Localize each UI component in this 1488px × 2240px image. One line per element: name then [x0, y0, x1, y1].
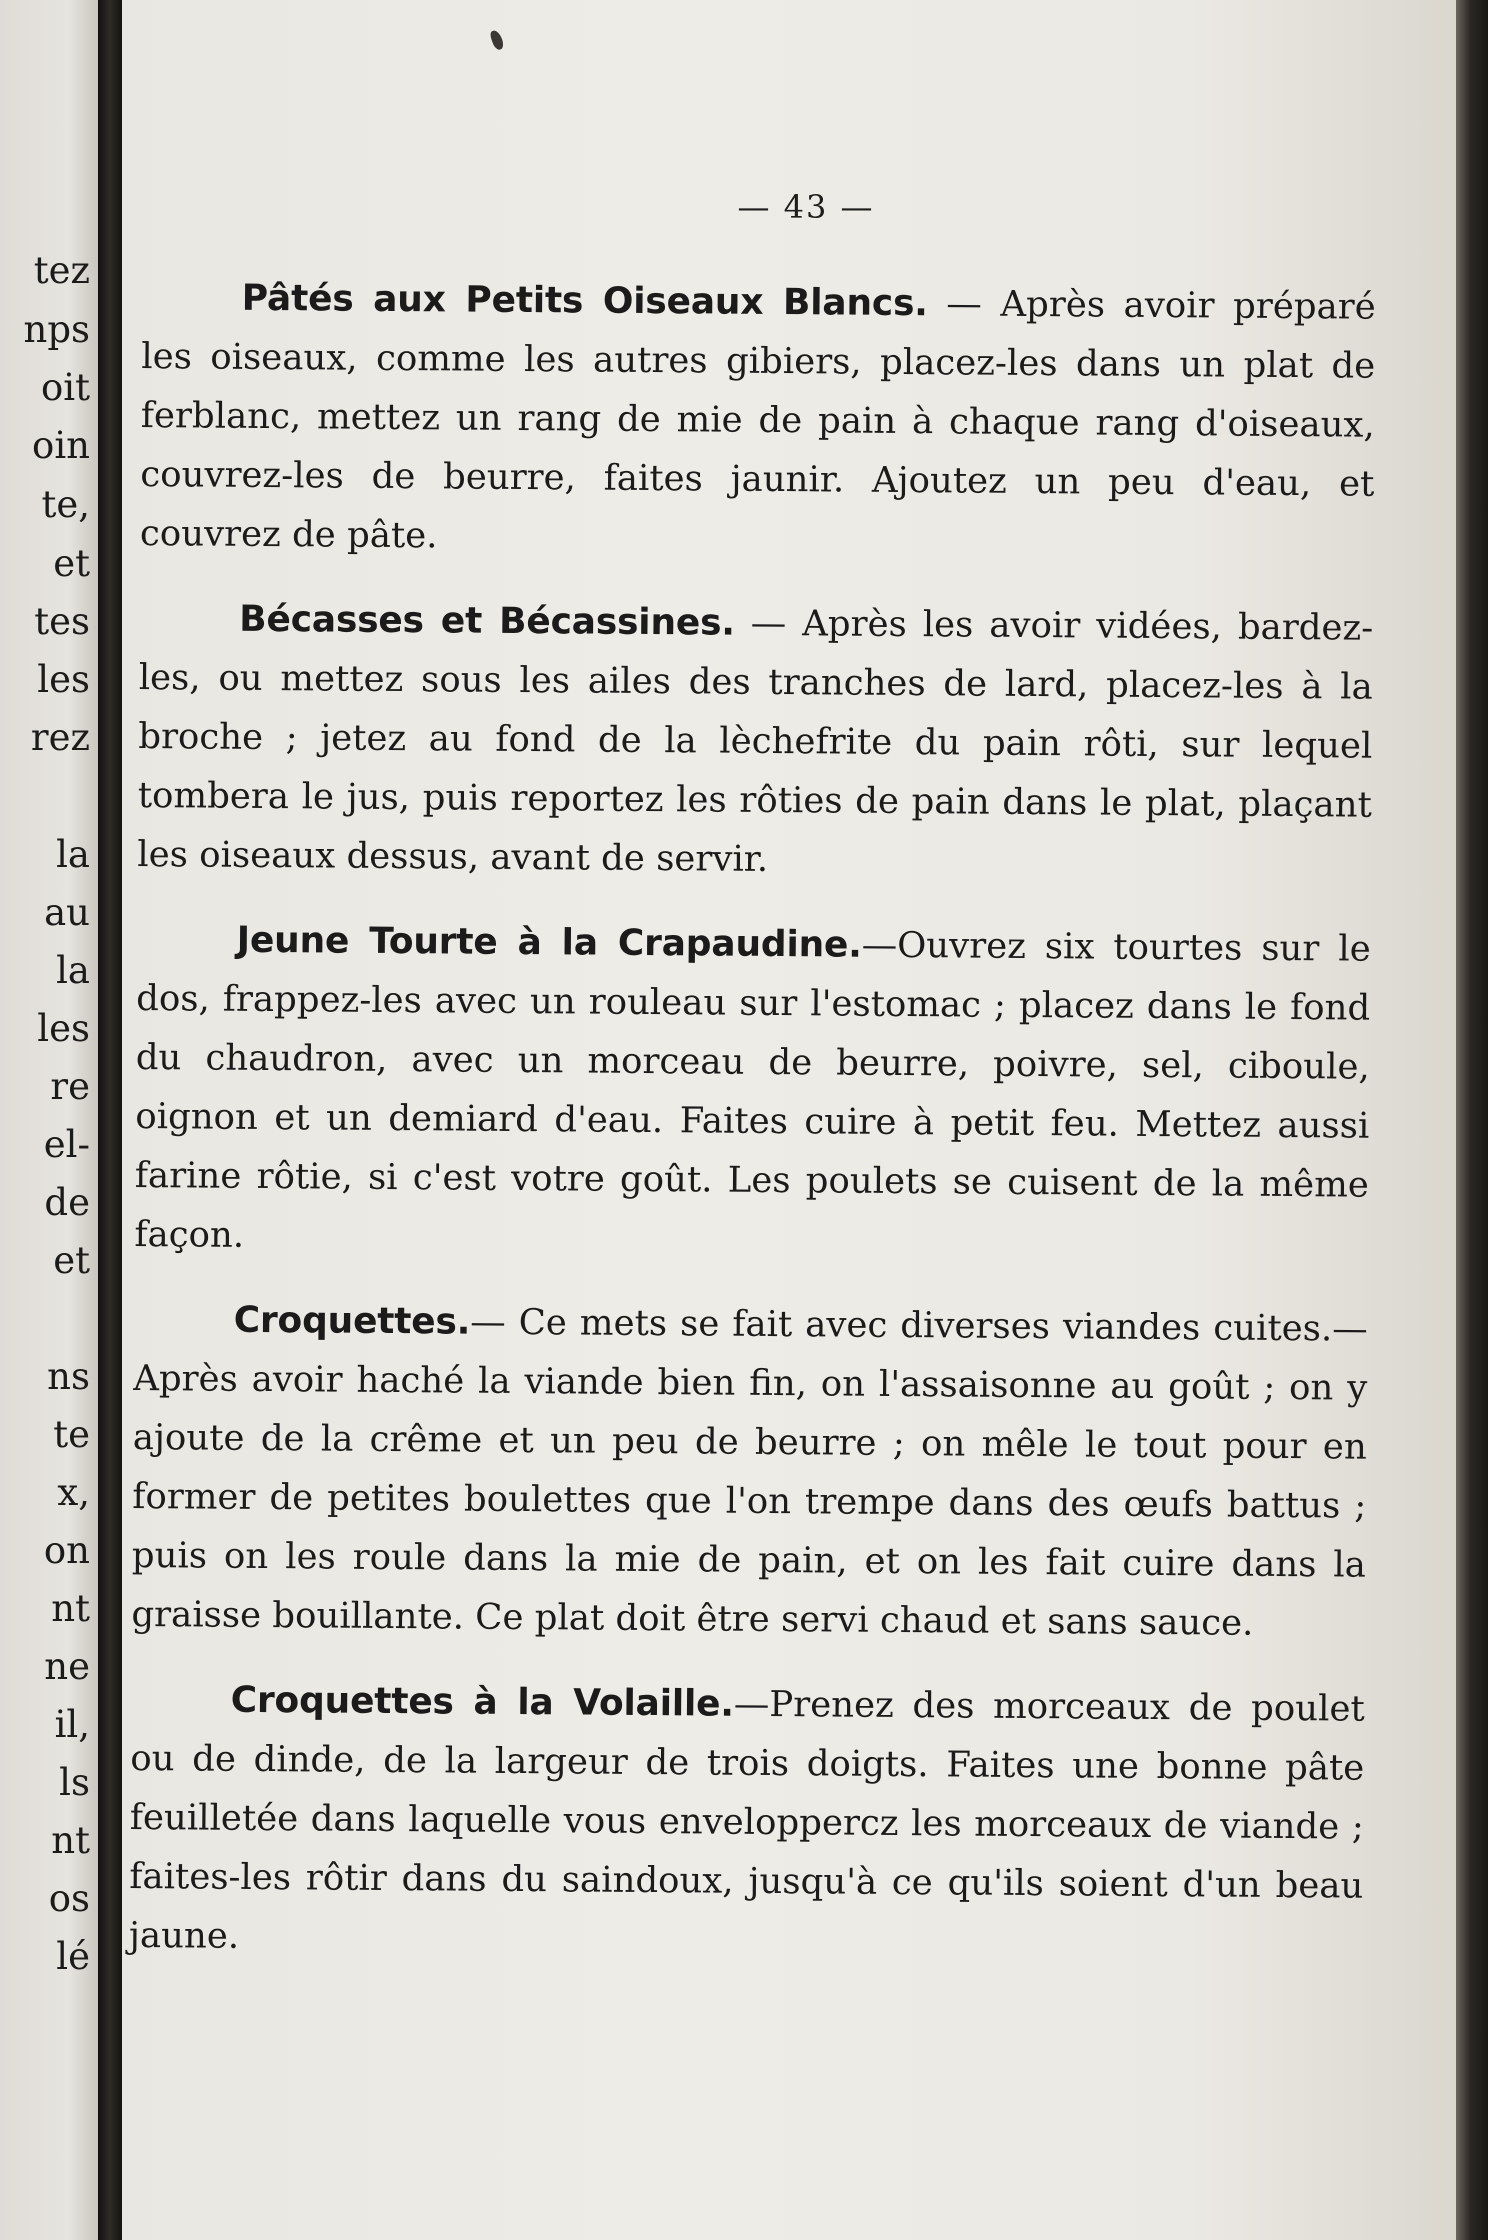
page-edge-shadow — [1456, 0, 1488, 2240]
recipe-text: Après les avoir vidées, bardez-les, ou mettez sous les ailes des tranches de lard, placez-les à la broche ; jetez au fond de la lèchefrite du pain rôti, sur lequel tombera le jus, puis reportez les rôties de pain dans le plat, plaçant les oiseaux dessus, avant de servir. — [137, 603, 1374, 880]
left-page-text-fragment: te — [53, 1413, 90, 1456]
recipe-text: Après avoir préparé les oiseaux, comme les autres gibiers, placez-les dans un plat de ferblanc, mettez un rang de mie de pain à chaque rang d'oiseaux, couvrez-les de beurre, faites jaunir. Ajoutez un peu d'eau, et couvrez de pâte. — [139, 283, 1376, 557]
left-page-text-fragment: et — [53, 542, 90, 585]
recipe-entry — [129, 1670, 1365, 1975]
left-page-text-fragment: il, — [54, 1703, 90, 1746]
left-page-text-fragment: ne — [44, 1645, 90, 1688]
left-page-text-fragment: x, — [57, 1471, 90, 1514]
recipe-title: Bécasses et Bécassines. — [239, 598, 735, 644]
left-page-text-fragment: ns — [47, 1355, 90, 1398]
left-page-text-fragment: et — [53, 1239, 90, 1282]
title-separator: — — [927, 283, 1001, 325]
left-page-text-fragment: de — [44, 1181, 90, 1224]
recipe-entry — [134, 910, 1371, 1274]
title-separator: — — [733, 1683, 770, 1725]
left-page-text-fragment: te, — [41, 483, 90, 526]
left-page-text-fragment: os — [48, 1877, 90, 1920]
previous-page-fragment — [0, 0, 98, 2240]
title-separator: — — [734, 602, 803, 645]
recipe-text: Ce mets se fait avec diverses viandes cuites.—Après avoir haché la viande bien fin, on l'assaisonne au goût ; on y ajoute de la crême et un peu de beurre ; on mêle le tout pour en former de petites boulettes que l'on trempe dans des œufs battus ; puis on les roule dans la mie de pain, et on les fait cuire dans la graisse bouillante. Ce plat doit être servi chaud et sans sauce. — [131, 1301, 1368, 1644]
recipe-title: Croquettes à la Volaille. — [230, 1679, 734, 1725]
left-page-text-fragment: rez — [30, 716, 90, 759]
left-page-text-fragment: nps — [23, 308, 90, 351]
left-page-text-fragment: tez — [33, 249, 90, 292]
recipe-entry — [140, 268, 1376, 573]
left-page-text-fragment: lé — [56, 1935, 90, 1978]
title-separator: — — [861, 924, 898, 966]
left-page-text-fragment: les — [37, 1007, 90, 1050]
book-page — [122, 0, 1456, 2240]
left-page-text-fragment: ls — [59, 1761, 90, 1804]
left-page-text-fragment: el- — [43, 1123, 90, 1166]
left-page-text-fragment: tes — [34, 600, 90, 643]
book-gutter — [98, 0, 122, 2240]
left-page-text-fragment: oit — [41, 366, 90, 409]
recipe-title: Croquettes. — [233, 1299, 471, 1343]
recipe-text: Ouvrez six tourtes sur le dos, frappez-les avec un rouleau sur l'estomac ; placez dans le fond du chaudron, avec un morceau de beurre, poivre, sel, ciboule, oignon et un demiard d'eau. Faites cuire à petit feu. Mettez aussi farine rôtie, si c'est votre goût. Les poulets se cuisent de la même façon. — [134, 924, 1371, 1256]
title-separator: — — [470, 1301, 519, 1343]
left-page-text-fragment: on — [43, 1529, 90, 1572]
left-page-text-fragment: la — [56, 833, 90, 876]
left-page-text-fragment: re — [50, 1065, 90, 1108]
recipe-title: Pâtés aux Petits Oiseaux Blancs. — [241, 277, 928, 325]
recipe-entry — [137, 589, 1373, 894]
left-page-text-fragment: nt — [51, 1587, 90, 1630]
left-page-text-fragment: au — [44, 891, 90, 934]
left-page-text-fragment: la — [56, 949, 90, 992]
recipe-text: Prenez des morceaux de poulet ou de dinde, de la largeur de trois doigts. Faites une bonne pâte feuilletée dans laquelle vous enveloppercz les morceaux de viande ; faites-les rôtir dans du saindoux, jusqu'à ce qu'ils soient d'un beau jaune. — [128, 1683, 1365, 1957]
left-page-text-fragment: oin — [32, 424, 90, 467]
page-number: — 43 — — [737, 188, 875, 226]
recipe-title: Jeune Tourte à la Crapaudine. — [236, 919, 862, 966]
ink-speck — [489, 29, 505, 51]
left-page-text-fragment: les — [37, 658, 90, 701]
recipe-entry — [131, 1290, 1368, 1654]
left-page-text-fragment: nt — [51, 1819, 90, 1862]
page-body — [128, 268, 1375, 2001]
